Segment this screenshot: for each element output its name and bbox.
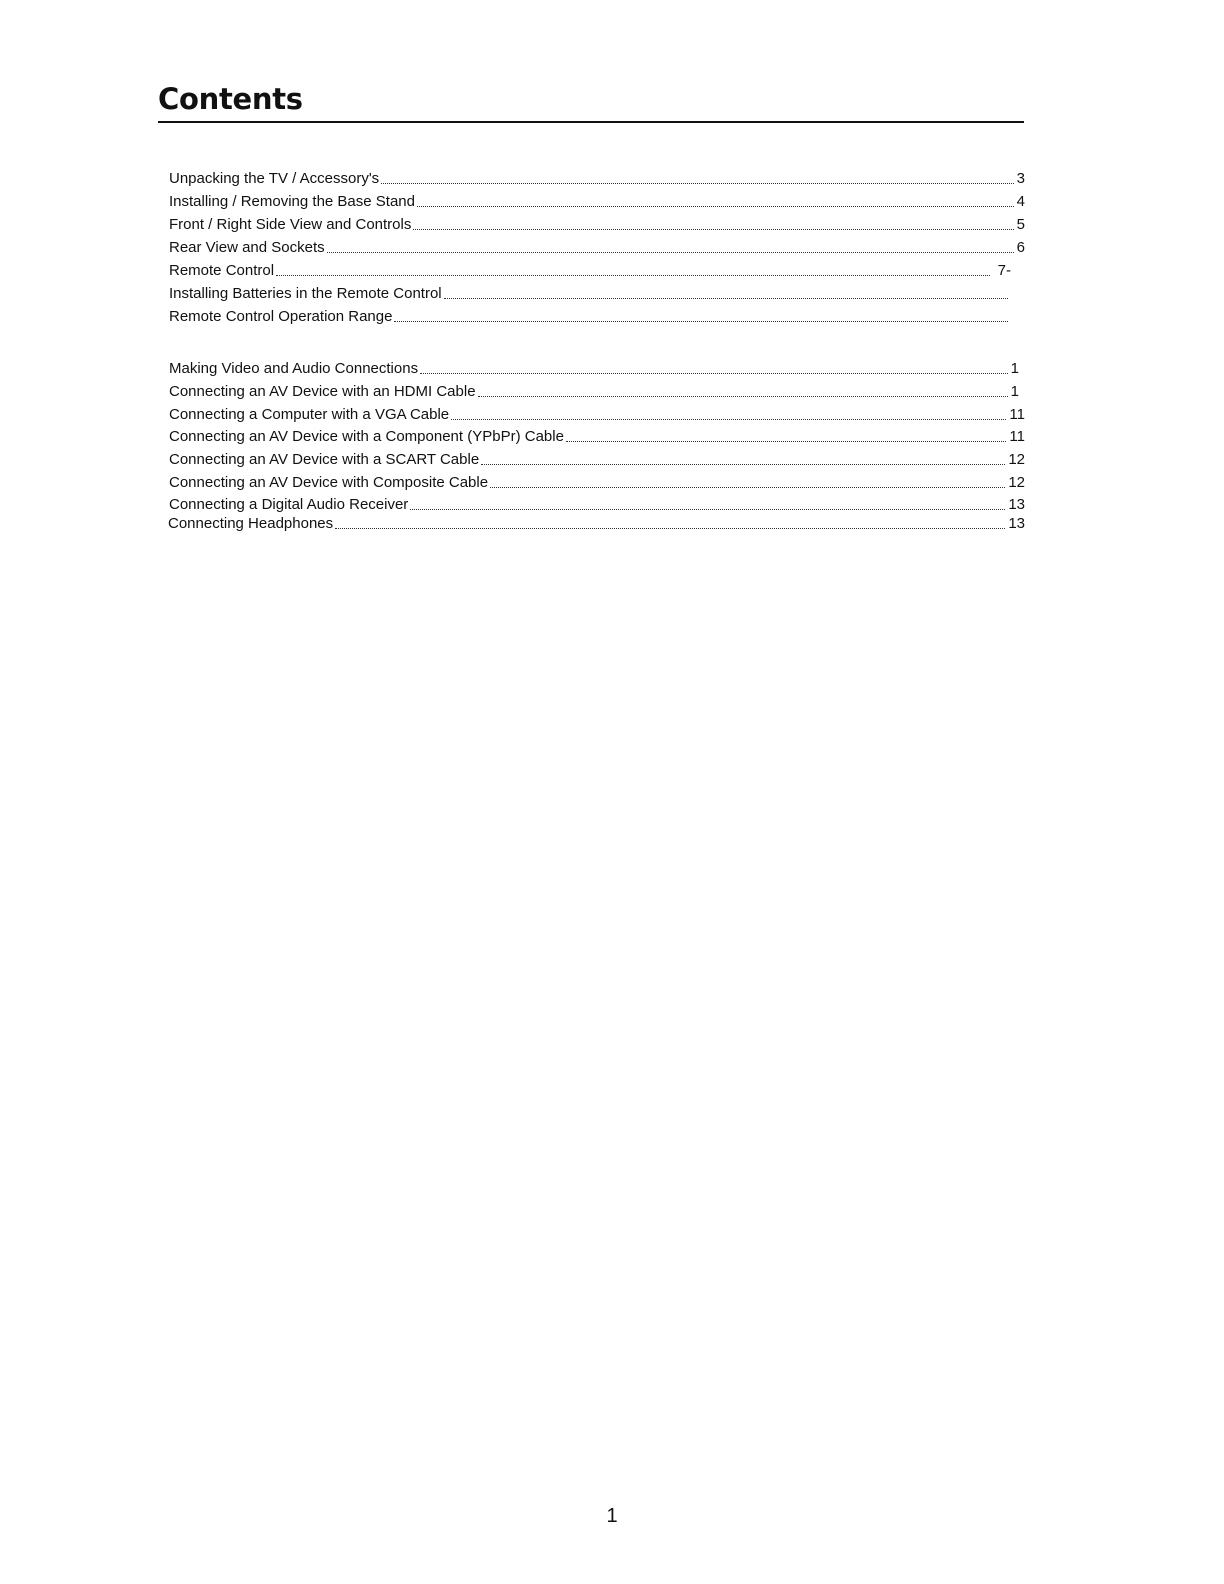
- toc-leader: [417, 206, 1014, 207]
- toc-leader: [490, 487, 1005, 488]
- toc-leader: [410, 509, 1005, 510]
- toc-entry[interactable]: [169, 189, 1025, 211]
- toc-entry-label: Rear View and Sockets: [169, 239, 325, 256]
- toc-entry[interactable]: [169, 424, 1025, 446]
- title-divider: [158, 121, 1024, 123]
- toc-entry-label: Making Video and Audio Connections: [169, 360, 419, 377]
- toc-entry-page: 13: [1008, 496, 1025, 513]
- toc-entry-label: Connecting an AV Device with an HDMI Cable: [169, 383, 476, 400]
- page-title: Contents: [158, 82, 303, 116]
- toc-entry[interactable]: [169, 356, 1019, 378]
- toc-entry-label: Remote Control Operation Range: [169, 308, 393, 325]
- toc-leader: [444, 298, 1008, 299]
- toc-entry-page: 11: [1009, 406, 1025, 423]
- toc-entry[interactable]: [169, 281, 1011, 303]
- toc-entry[interactable]: [169, 166, 1025, 188]
- toc-entry-label: Front / Right Side View and Controls: [169, 216, 412, 233]
- toc-entry-page: 11: [1009, 428, 1025, 445]
- toc-entry-label: Connecting an AV Device with a Component (YPbPr) Cable: [169, 428, 564, 445]
- toc-entry-label: Installing / Removing the Base Stand: [169, 193, 415, 210]
- toc-entry[interactable]: [169, 447, 1025, 469]
- toc-entry-page: 12: [1008, 451, 1025, 468]
- toc-leader: [481, 464, 1005, 465]
- toc-leader: [335, 528, 1005, 529]
- toc-entry-page: 13: [1008, 515, 1025, 532]
- toc-leader: [413, 229, 1013, 230]
- toc-entry-page: 5: [1016, 216, 1025, 233]
- toc-leader: [394, 321, 1008, 322]
- toc-entry-label: Connecting an AV Device with a SCART Cable: [169, 451, 480, 468]
- toc-entry-page: 3: [1016, 170, 1025, 187]
- toc-entry-label: Remote Control: [169, 262, 275, 279]
- toc-entry-page: 12: [1008, 474, 1025, 491]
- page-number: 1: [606, 1505, 618, 1527]
- toc-leader: [327, 252, 1014, 253]
- toc-entry[interactable]: [169, 402, 1025, 424]
- toc-entry-label: Installing Batteries in the Remote Control: [169, 285, 442, 302]
- toc-entry-label: Unpacking the TV / Accessory's: [169, 170, 380, 187]
- toc-leader: [566, 441, 1006, 442]
- toc-leader: [451, 419, 1006, 420]
- toc-entry-label: Connecting a Digital Audio Receiver: [169, 496, 409, 513]
- toc-entry-label: Connecting a Computer with a VGA Cable: [169, 406, 450, 423]
- toc-entry[interactable]: [169, 379, 1019, 401]
- toc-leader: [420, 373, 1008, 374]
- toc-entry-page: 1: [1010, 383, 1019, 400]
- toc-leader: [478, 396, 1008, 397]
- toc-entry-page: 1: [1010, 360, 1019, 377]
- toc-entry[interactable]: [169, 212, 1025, 234]
- toc-leader: [276, 275, 990, 276]
- toc-leader: [381, 183, 1013, 184]
- toc-entry[interactable]: [169, 304, 1011, 326]
- toc-entry-page: 7-: [997, 262, 1011, 279]
- toc-entry-page: 4: [1016, 193, 1025, 210]
- toc-entry-page: 6: [1016, 239, 1025, 256]
- toc-entry[interactable]: [169, 470, 1025, 492]
- toc-entry[interactable]: [169, 235, 1025, 257]
- toc-entry-label: Connecting an AV Device with Composite Cable: [169, 474, 489, 491]
- toc-entry[interactable]: [168, 511, 1025, 533]
- toc-entry-label: Connecting Headphones: [168, 515, 334, 532]
- toc-entry[interactable]: [169, 258, 1011, 280]
